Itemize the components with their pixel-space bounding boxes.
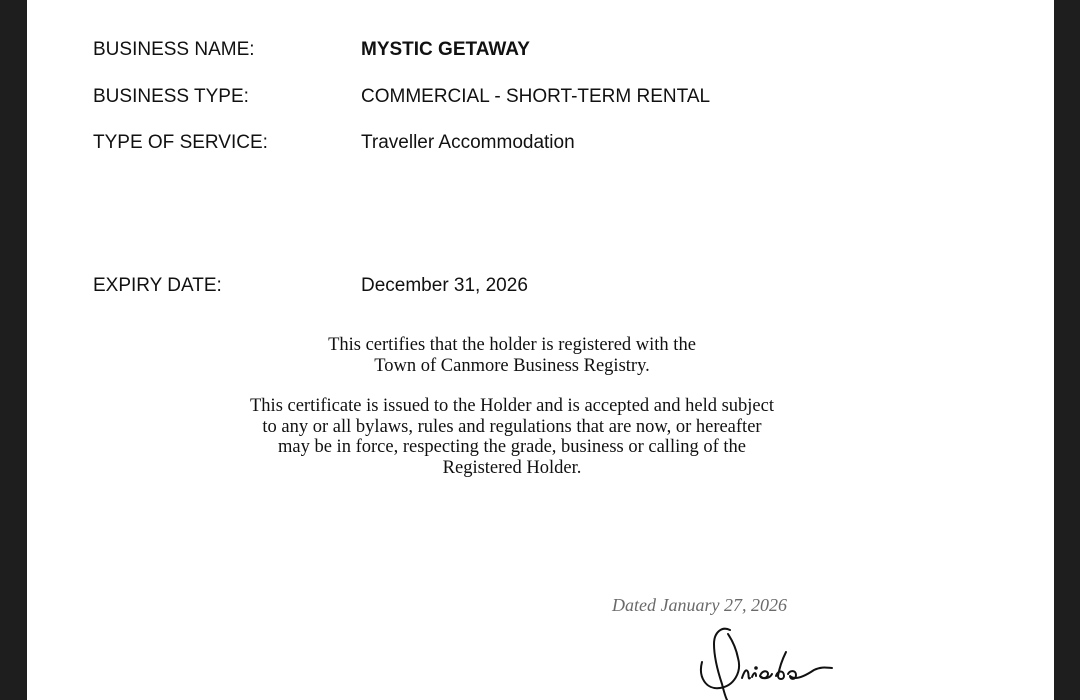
signature-icon: [692, 622, 842, 700]
terms-line: This certificate is issued to the Holder and is accepted and held subject: [250, 396, 774, 416]
registration-line: Town of Canmore Business Registry.: [374, 355, 650, 376]
business-name-label: BUSINESS NAME:: [93, 39, 255, 60]
expiry-date-value: December 31, 2026: [361, 275, 528, 296]
terms-line: Registered Holder.: [442, 457, 582, 478]
type-of-service-value: Traveller Accommodation: [361, 132, 575, 153]
terms-line: may be in force, respecting the grade, business or calling of the: [278, 437, 746, 457]
expiry-date-label: EXPIRY DATE:: [93, 275, 222, 296]
terms-statement: [27, 396, 997, 478]
registration-statement: [27, 335, 997, 376]
type-of-service-label: TYPE OF SERVICE:: [93, 132, 268, 153]
certificate-page: [27, 0, 1054, 700]
business-type-label: BUSINESS TYPE:: [93, 86, 249, 107]
business-type-value: COMMERCIAL - SHORT-TERM RENTAL: [361, 86, 711, 107]
business-name-value: MYSTIC GETAWAY: [361, 39, 530, 60]
terms-line: to any or all bylaws, rules and regulations that are now, or hereafter: [262, 416, 762, 437]
dated-text: Dated January 27, 2026: [612, 595, 787, 615]
registration-line: This certifies that the holder is registered with the: [328, 335, 696, 355]
